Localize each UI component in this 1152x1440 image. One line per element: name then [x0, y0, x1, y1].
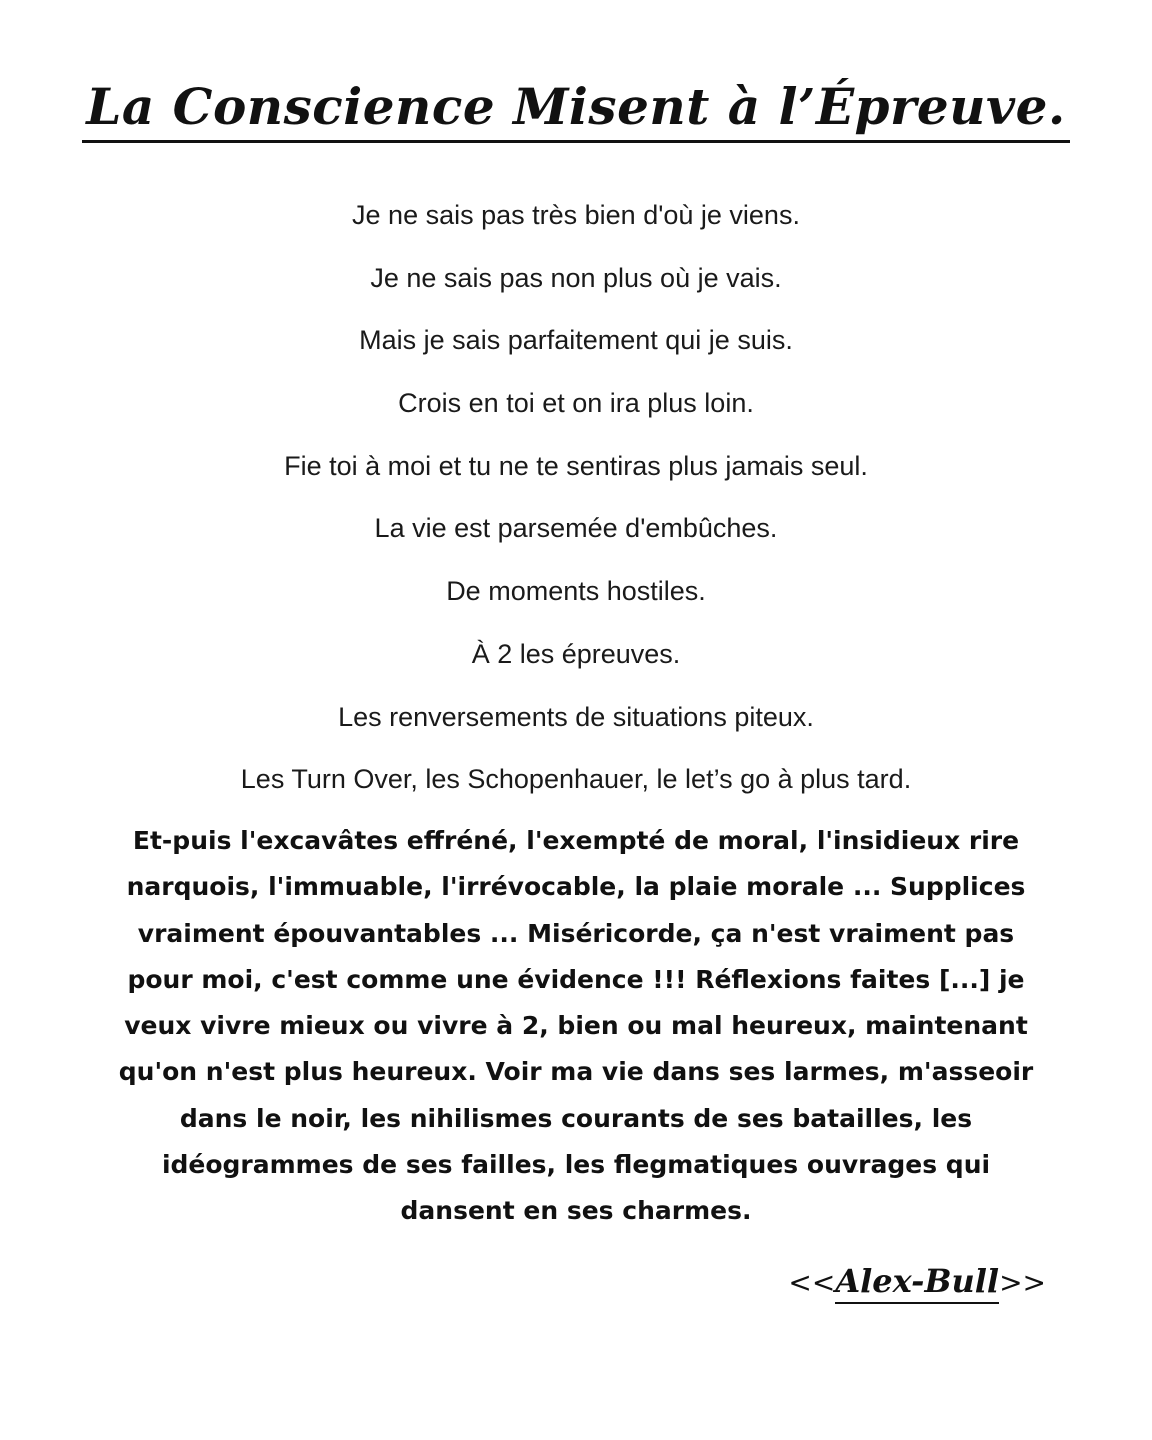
signature-open-brackets: <<: [788, 1266, 836, 1299]
verse-line: Crois en toi et on ira plus loin.: [398, 388, 754, 419]
verse-line: Mais je sais parfaitement qui je suis.: [359, 325, 793, 356]
closing-paragraph: Et-puis l'excavâtes effréné, l'exempté de moral, l'insidieux rire narquois, l'immuable, l'irrévocable, la plaie morale ... Supplices vraiment épouvantables ... Miséricorde, ça n'est vraiment pas pour moi, c'est comme une évidence !!! Réflexions faites [...] je veux vivre mieux ou vivre à 2, bien ou mal heureux, maintenant qu'on n'est plus heureux. Voir ma vie dans ses larmes, m'asseoir dans le noir, les nihilismes courants de ses batailles, les idéogrammes de ses failles, les flegmatiques ouvrages qui dansent en ses charmes.: [118, 826, 1034, 1226]
verse-line: À 2 les épreuves.: [471, 638, 681, 669]
verse-line: Les Turn Over, les Schopenhauer, le let’s go à plus tard.: [240, 764, 912, 795]
verse-line: Les renversements de situations piteux.: [338, 701, 814, 732]
verse-line: Je ne sais pas très bien d'où je viens.: [352, 200, 800, 230]
verse-line: Fie toi à moi et tu ne te sentiras plus jamais seul.: [284, 450, 868, 481]
signature-close-brackets: >>: [999, 1266, 1046, 1299]
verse-line: De moments hostiles.: [446, 576, 706, 607]
verse-list: [0, 193, 1152, 820]
poem-title: La Conscience Misent à l’Épreuve.: [82, 78, 1070, 143]
verse-line: Je ne sais pas non plus où je vais.: [370, 262, 782, 293]
verse-line: La vie est parsemée d'embûches.: [374, 513, 778, 544]
signature: [788, 1262, 1046, 1304]
signature-name: Alex-Bull: [835, 1262, 999, 1304]
poem-title-container: [0, 78, 1152, 143]
